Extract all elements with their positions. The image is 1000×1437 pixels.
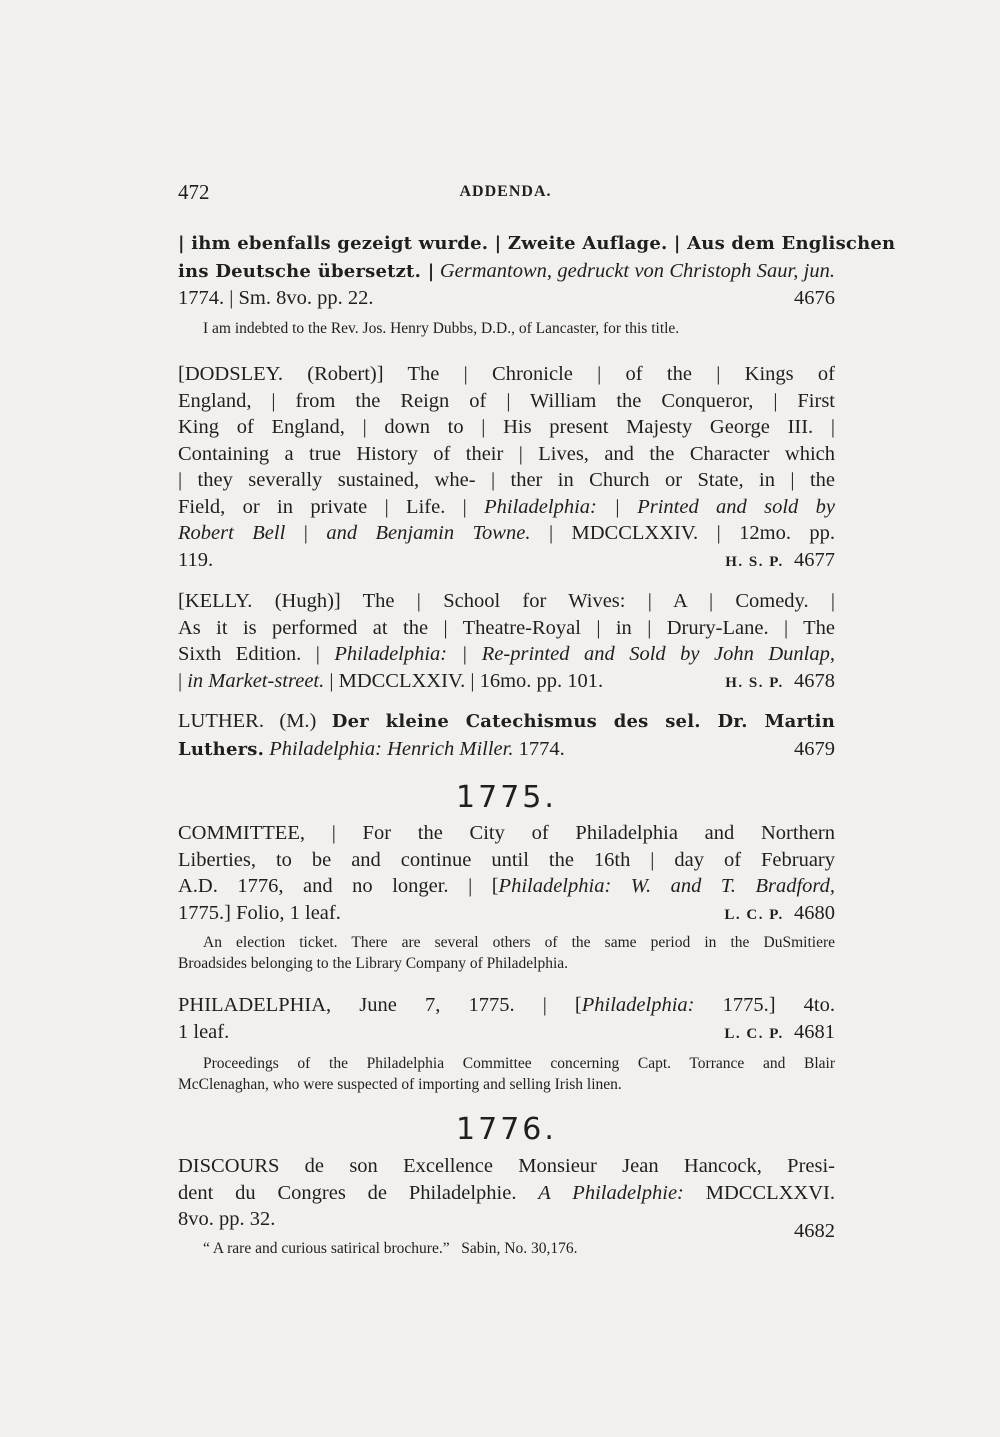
- entry-4677: [178, 361, 835, 575]
- library-code: H. S. P.: [725, 553, 784, 570]
- note-line: I am indebted to the Rev. Jos. Henry Dubbs, D.D., of Lancaster, for this title.: [203, 320, 680, 337]
- entry-line: [178, 900, 835, 929]
- fraktur-text: ins Deutsche übersetzt. |: [178, 260, 435, 282]
- entry-line: [178, 285, 835, 312]
- entry-line: [178, 736, 835, 764]
- entry-number: 4681: [794, 1020, 835, 1043]
- entry-4680: [178, 820, 835, 928]
- entry-number: 4677: [794, 548, 835, 571]
- entry-line: [178, 1180, 835, 1207]
- collation: | MDCCLXXIV. | 12mo. pp.: [548, 522, 836, 544]
- imprint: Germantown, gedruckt von Christoph Saur, jun.: [439, 259, 835, 282]
- imprint: Philadelphia: | Printed and sold by: [484, 495, 836, 518]
- collation: 119.: [178, 548, 214, 571]
- entry-line: [178, 1206, 835, 1242]
- imprint: Philadelphia: W. and T. Bradford,: [498, 875, 835, 897]
- quotation: “ A rare and curious satirical brochure.”: [203, 1240, 450, 1257]
- text-fragment: Sixth Edition. |: [178, 643, 320, 665]
- entry-line: Containing a true History of their | Lives, and the Character which: [178, 442, 835, 465]
- library-code: L. C. P.: [724, 1025, 784, 1042]
- note-4680: [178, 932, 835, 974]
- entry-line: [KELLY. (Hugh)] The | School for Wives: | A | Comedy. |: [178, 590, 835, 612]
- entry-line: Liberties, to be and continue until the 16th | day of February: [178, 848, 835, 871]
- entry-line: [178, 258, 835, 286]
- collation: | MDCCLXXIV. | 16mo. pp. 101.: [329, 669, 604, 692]
- entry-line: [178, 873, 835, 900]
- collation: MDCCLXXVI.: [705, 1181, 835, 1204]
- entry-number: 4679: [794, 737, 835, 760]
- entry-line: As it is performed at the | Theatre-Royal | in | Drury-Lane. | The: [178, 616, 835, 639]
- page-header: [178, 180, 833, 210]
- entry-number: 4676: [794, 287, 835, 309]
- note-4681: [178, 1053, 835, 1095]
- page-number: 472: [178, 180, 210, 204]
- imprint: Philadelphia:: [581, 994, 695, 1016]
- text-fragment: PHILADELPHIA, June 7, 1775. | [: [178, 994, 582, 1016]
- entry-line: [178, 641, 835, 668]
- entry-line: COMMITTEE, | For the City of Philadelphia and Northern: [178, 822, 835, 844]
- note-line: Broadsides belonging to the Library Company of Philadelphia.: [178, 955, 569, 972]
- separator: |: [303, 522, 308, 544]
- entry-line: [178, 547, 835, 576]
- note-line: An election ticket. There are several others of the same period in the DuSmitiere: [203, 934, 835, 951]
- entry-line: | ihm ebenfalls gezeigt wurde. | Zweite Auflage. | Aus dem Englischen: [178, 233, 896, 254]
- entry-line: [178, 708, 835, 736]
- collation: 1775.] 4to.: [722, 994, 835, 1016]
- collation: 1775.] Folio, 1 leaf.: [178, 901, 341, 924]
- imprint: A Philadelphie:: [538, 1181, 684, 1204]
- entry-number: 4682: [794, 1220, 835, 1242]
- entry-line: | they severally sustained, whe- | ther in Church or State, in | the: [178, 469, 835, 491]
- note-line: McClenaghan, who were suspected of importing and selling Irish linen.: [178, 1076, 622, 1093]
- note-4676: [178, 318, 835, 339]
- entry-4678: [178, 588, 835, 696]
- year-text: 1774.: [518, 737, 565, 760]
- entry-number: 4680: [794, 901, 835, 924]
- note-4682: [178, 1238, 835, 1259]
- year-heading-1776: 1776.: [456, 1112, 557, 1147]
- fraktur-title: Luthers.: [178, 738, 265, 760]
- entry-line: [178, 494, 835, 521]
- text-fragment: Field, or in private | Life. |: [178, 495, 467, 518]
- entry-line: King of England, | down to | His present Majesty George III. |: [178, 416, 835, 438]
- collation: 1 leaf.: [178, 1020, 230, 1043]
- fraktur-title: Der kleine Catechismus des sel. Dr. Martin: [331, 711, 836, 732]
- entry-4679: [178, 708, 835, 763]
- collation: 8vo. pp. 32.: [178, 1208, 276, 1230]
- running-title: ADDENDA.: [459, 183, 552, 200]
- entry-line: [DODSLEY. (Robert)] The | Chronicle | of the | Kings of: [178, 363, 835, 385]
- entry-4676: [178, 231, 896, 312]
- imprint: Philadelphia: | Re-printed and Sold by John Dunlap,: [334, 643, 835, 665]
- collation: 1774. | Sm. 8vo. pp. 22.: [178, 287, 374, 309]
- entry-number: 4678: [794, 669, 835, 692]
- author: LUTHER. (M.): [178, 710, 317, 732]
- entry-line: [178, 992, 835, 1019]
- note-line: [178, 1238, 835, 1259]
- entry-line: [178, 668, 835, 697]
- separator: |: [178, 669, 183, 692]
- text-fragment: dent du Congres de Philadelphie.: [178, 1181, 517, 1204]
- printer-name: and Benjamin Towne.: [326, 522, 531, 544]
- library-code: L. C. P.: [724, 906, 784, 923]
- citation: Sabin, No. 30,176.: [461, 1240, 578, 1257]
- entry-line: DISCOURS de son Excellence Monsieur Jean Hancock, Presi-: [178, 1155, 835, 1177]
- imprint: in Market-street.: [187, 669, 325, 692]
- entry-line: England, | from the Reign of | William the Conqueror, | First: [178, 389, 835, 412]
- text-fragment: A.D. 1776, and no longer. | [: [178, 875, 499, 897]
- entry-4682: [178, 1153, 835, 1242]
- entry-4681: [178, 992, 835, 1047]
- library-code: H. S. P.: [725, 674, 784, 691]
- printer-name: Robert Bell: [178, 522, 286, 544]
- entry-line: [178, 520, 835, 547]
- imprint: Philadelphia: Henrich Miller.: [269, 737, 514, 760]
- note-line: Proceedings of the Philadelphia Committee concerning Capt. Torrance and Blair: [203, 1055, 835, 1072]
- year-heading-1775: 1775.: [456, 780, 557, 815]
- entry-line: [178, 1019, 835, 1048]
